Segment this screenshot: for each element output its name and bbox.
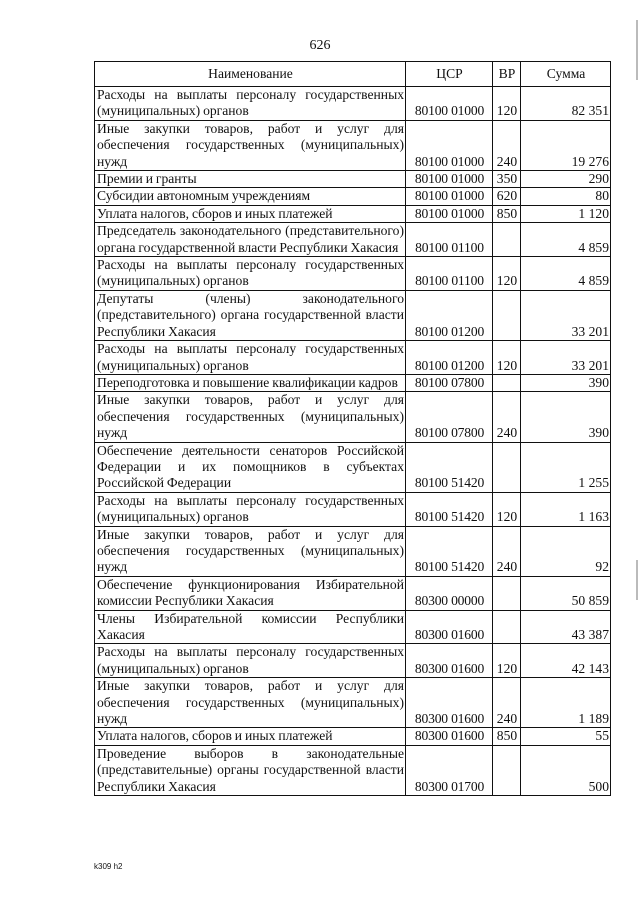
cell-name: Обеспечение деятельности сенаторов Российской Федерации и их помощников в субъектах Российской Федерации [95, 442, 406, 492]
table-row [95, 526, 611, 576]
cell-name: Иные закупки товаров, работ и услуг для обеспечения государственных (муниципальных) нужд [95, 678, 406, 728]
cell-sum: 19 276 [521, 120, 611, 170]
cell-name: Расходы на выплаты персоналу государственных (муниципальных) органов [95, 87, 406, 121]
cell-sum: 43 387 [521, 610, 611, 644]
cell-vr: 120 [493, 644, 521, 678]
table-header [95, 62, 611, 87]
table-body [95, 87, 611, 796]
cell-sum: 500 [521, 745, 611, 795]
cell-sum: 4 859 [521, 223, 611, 257]
table-row [95, 290, 611, 340]
table-row [95, 576, 611, 610]
cell-vr: 350 [493, 171, 521, 188]
cell-vr [493, 442, 521, 492]
cell-vr: 120 [493, 87, 521, 121]
cell-csr: 80100 01000 [406, 87, 493, 121]
cell-vr: 850 [493, 205, 521, 222]
cell-name: Переподготовка и повышение квалификации кадров [95, 374, 406, 391]
cell-sum: 80 [521, 188, 611, 205]
table-row [95, 678, 611, 728]
table-row [95, 171, 611, 188]
cell-csr: 80300 00000 [406, 576, 493, 610]
cell-sum: 1 255 [521, 442, 611, 492]
cell-name: Расходы на выплаты персоналу государственных (муниципальных) органов [95, 341, 406, 375]
cell-csr: 80100 51420 [406, 492, 493, 526]
header-sum: Сумма [521, 62, 611, 87]
cell-sum: 82 351 [521, 87, 611, 121]
cell-sum: 290 [521, 171, 611, 188]
cell-name: Проведение выборов в законодательные (представительные) органы государственной власти Республики Хакасия [95, 745, 406, 795]
cell-name: Иные закупки товаров, работ и услуг для обеспечения государственных (муниципальных) нужд [95, 526, 406, 576]
cell-name: Члены Избирательной комиссии Республики Хакасия [95, 610, 406, 644]
scan-edge-mark [636, 560, 638, 600]
cell-name: Иные закупки товаров, работ и услуг для обеспечения государственных (муниципальных) нужд [95, 392, 406, 442]
cell-vr: 240 [493, 120, 521, 170]
cell-sum: 42 143 [521, 644, 611, 678]
cell-sum: 4 859 [521, 257, 611, 291]
cell-vr [493, 223, 521, 257]
cell-csr: 80300 01600 [406, 728, 493, 745]
cell-vr: 620 [493, 188, 521, 205]
cell-name: Субсидии автономным учреждениям [95, 188, 406, 205]
cell-sum: 33 201 [521, 290, 611, 340]
table-row [95, 644, 611, 678]
scan-edge-mark [636, 20, 638, 80]
cell-name: Депутаты (члены) законодательного (представительного) органа государственной власти Республики Хакасия [95, 290, 406, 340]
table-row [95, 87, 611, 121]
cell-name: Расходы на выплаты персоналу государственных (муниципальных) органов [95, 257, 406, 291]
cell-vr: 120 [493, 492, 521, 526]
cell-sum: 1 189 [521, 678, 611, 728]
cell-vr [493, 290, 521, 340]
cell-vr: 240 [493, 678, 521, 728]
cell-vr: 240 [493, 526, 521, 576]
cell-vr: 240 [493, 392, 521, 442]
cell-vr [493, 610, 521, 644]
table-row [95, 120, 611, 170]
table-row [95, 223, 611, 257]
table-row [95, 257, 611, 291]
cell-sum: 1 163 [521, 492, 611, 526]
cell-vr [493, 745, 521, 795]
header-csr: ЦСР [406, 62, 493, 87]
cell-name: Расходы на выплаты персоналу государственных (муниципальных) органов [95, 644, 406, 678]
table-row [95, 392, 611, 442]
cell-csr: 80300 01600 [406, 610, 493, 644]
document-code: k309 h2 [94, 862, 123, 871]
table-row [95, 341, 611, 375]
cell-csr: 80100 01000 [406, 205, 493, 222]
cell-sum: 55 [521, 728, 611, 745]
table-row [95, 205, 611, 222]
cell-name: Обеспечение функционирования Избирательной комиссии Республики Хакасия [95, 576, 406, 610]
cell-name: Премии и гранты [95, 171, 406, 188]
page-number: 626 [309, 38, 331, 53]
cell-sum: 390 [521, 374, 611, 391]
cell-vr: 850 [493, 728, 521, 745]
cell-sum: 50 859 [521, 576, 611, 610]
budget-table [94, 61, 611, 796]
header-row [95, 62, 611, 87]
cell-csr: 80100 01000 [406, 171, 493, 188]
cell-csr: 80100 01000 [406, 120, 493, 170]
cell-name: Расходы на выплаты персоналу государственных (муниципальных) органов [95, 492, 406, 526]
table-row [95, 492, 611, 526]
cell-csr: 80100 01200 [406, 341, 493, 375]
cell-csr: 80100 01200 [406, 290, 493, 340]
cell-csr: 80100 01100 [406, 257, 493, 291]
cell-csr: 80300 01700 [406, 745, 493, 795]
cell-name: Уплата налогов, сборов и иных платежей [95, 205, 406, 222]
cell-vr [493, 374, 521, 391]
table-row [95, 728, 611, 745]
cell-csr: 80100 07800 [406, 374, 493, 391]
table-row [95, 745, 611, 795]
table-row [95, 610, 611, 644]
cell-name: Председатель законодательного (представительного) органа государственной власти Республики Хакасия [95, 223, 406, 257]
cell-csr: 80100 51420 [406, 442, 493, 492]
cell-name: Уплата налогов, сборов и иных платежей [95, 728, 406, 745]
header-vr: ВР [493, 62, 521, 87]
cell-csr: 80100 51420 [406, 526, 493, 576]
cell-sum: 33 201 [521, 341, 611, 375]
cell-csr: 80100 07800 [406, 392, 493, 442]
table-row [95, 188, 611, 205]
cell-sum: 390 [521, 392, 611, 442]
cell-sum: 1 120 [521, 205, 611, 222]
cell-csr: 80100 01000 [406, 188, 493, 205]
cell-name: Иные закупки товаров, работ и услуг для обеспечения государственных (муниципальных) нужд [95, 120, 406, 170]
header-name: Наименование [95, 62, 406, 87]
cell-csr: 80300 01600 [406, 678, 493, 728]
cell-vr [493, 576, 521, 610]
cell-sum: 92 [521, 526, 611, 576]
cell-csr: 80100 01100 [406, 223, 493, 257]
cell-vr: 120 [493, 257, 521, 291]
cell-vr: 120 [493, 341, 521, 375]
table-row [95, 374, 611, 391]
table-row [95, 442, 611, 492]
cell-csr: 80300 01600 [406, 644, 493, 678]
